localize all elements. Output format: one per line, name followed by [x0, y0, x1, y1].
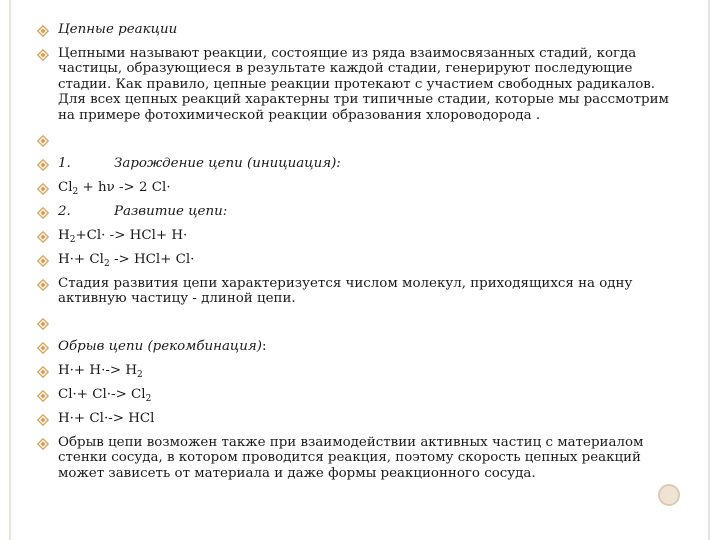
diamond-bullet-icon	[37, 49, 49, 61]
list-item	[36, 228, 686, 243]
slide-corner-circle-icon	[658, 484, 680, 506]
termination-note: Обрыв цепи возможен также при взаимодействии активных частиц с материалом стенки сосуда, в котором проводится реакция, поэтому скорость цепных реакций может зависеть от материала и даже формы реакционного сосуда.	[58, 435, 644, 481]
equation-6: H·+ Cl·-> HCl	[58, 411, 155, 426]
propagation-note: Стадия развития цепи характеризуется числом молекул, приходящихся на одну активную частицу - длиной цепи.	[58, 275, 633, 307]
stage2-label: Развитие цепи:	[114, 203, 228, 219]
diamond-bullet-icon	[37, 207, 49, 219]
list-item	[36, 22, 686, 37]
diamond-bullet-icon	[37, 231, 49, 243]
list-item	[36, 339, 686, 354]
stage3-colon: :	[262, 339, 267, 354]
diamond-bullet-icon	[37, 318, 49, 330]
stage2-number: 2.	[58, 203, 71, 219]
list-item	[36, 204, 686, 219]
stage1-number: 1.	[58, 155, 71, 171]
list-item	[36, 276, 686, 307]
equation-3: $H\cdot+ Cl_2 -> HCl+ Cl\cdot$	[58, 251, 195, 269]
equation-5: $Cl\cdot+ Cl\cdot-> Cl_2$	[58, 387, 152, 404]
equation-1: $Cl_2 + h\nu -> 2$ Cl·	[58, 179, 171, 197]
diamond-bullet-icon	[37, 183, 49, 195]
diamond-bullet-icon	[37, 438, 49, 450]
list-item	[36, 435, 686, 481]
diamond-bullet-icon	[37, 159, 49, 171]
list-item	[36, 46, 686, 123]
list-item	[36, 180, 686, 195]
list-item	[36, 387, 686, 402]
slide-title: Цепные реакции	[58, 22, 178, 37]
diamond-bullet-icon	[37, 342, 49, 354]
diamond-bullet-icon	[37, 279, 49, 291]
list-item	[36, 363, 686, 378]
diamond-bullet-icon	[37, 25, 49, 37]
diamond-bullet-icon	[37, 390, 49, 402]
list-item	[36, 411, 686, 426]
diamond-bullet-icon	[37, 135, 49, 147]
stage1-label: Зарождение цепи (инициация):	[114, 155, 341, 171]
equation-2: $H_2+Cl\cdot -> HCl+ H\cdot$	[58, 227, 188, 245]
equation-4: $H\cdot+ H\cdot-> H_2$	[58, 363, 143, 380]
list-item-empty	[36, 132, 686, 147]
slide-content	[36, 22, 686, 490]
list-item	[36, 252, 686, 267]
intro-paragraph: Цепными называют реакции, состоящие из ряда взаимосвязанных стадий, когда частицы, образующиеся в результате каждой стадии, генерируют последующие стадии. Как правило, цепные реакции протекают с участием свободных радикалов. Для всех цепных реакций характерны три типичные стадии, которые мы рассмотрим на примере фотохимической реакции образования хлороводорода .	[58, 46, 669, 123]
list-item-empty	[36, 315, 686, 330]
diamond-bullet-icon	[37, 366, 49, 378]
list-item	[36, 156, 686, 171]
stage3-label: Обрыв цепи (рекомбинация)	[58, 339, 262, 354]
diamond-bullet-icon	[37, 414, 49, 426]
diamond-bullet-icon	[37, 255, 49, 267]
